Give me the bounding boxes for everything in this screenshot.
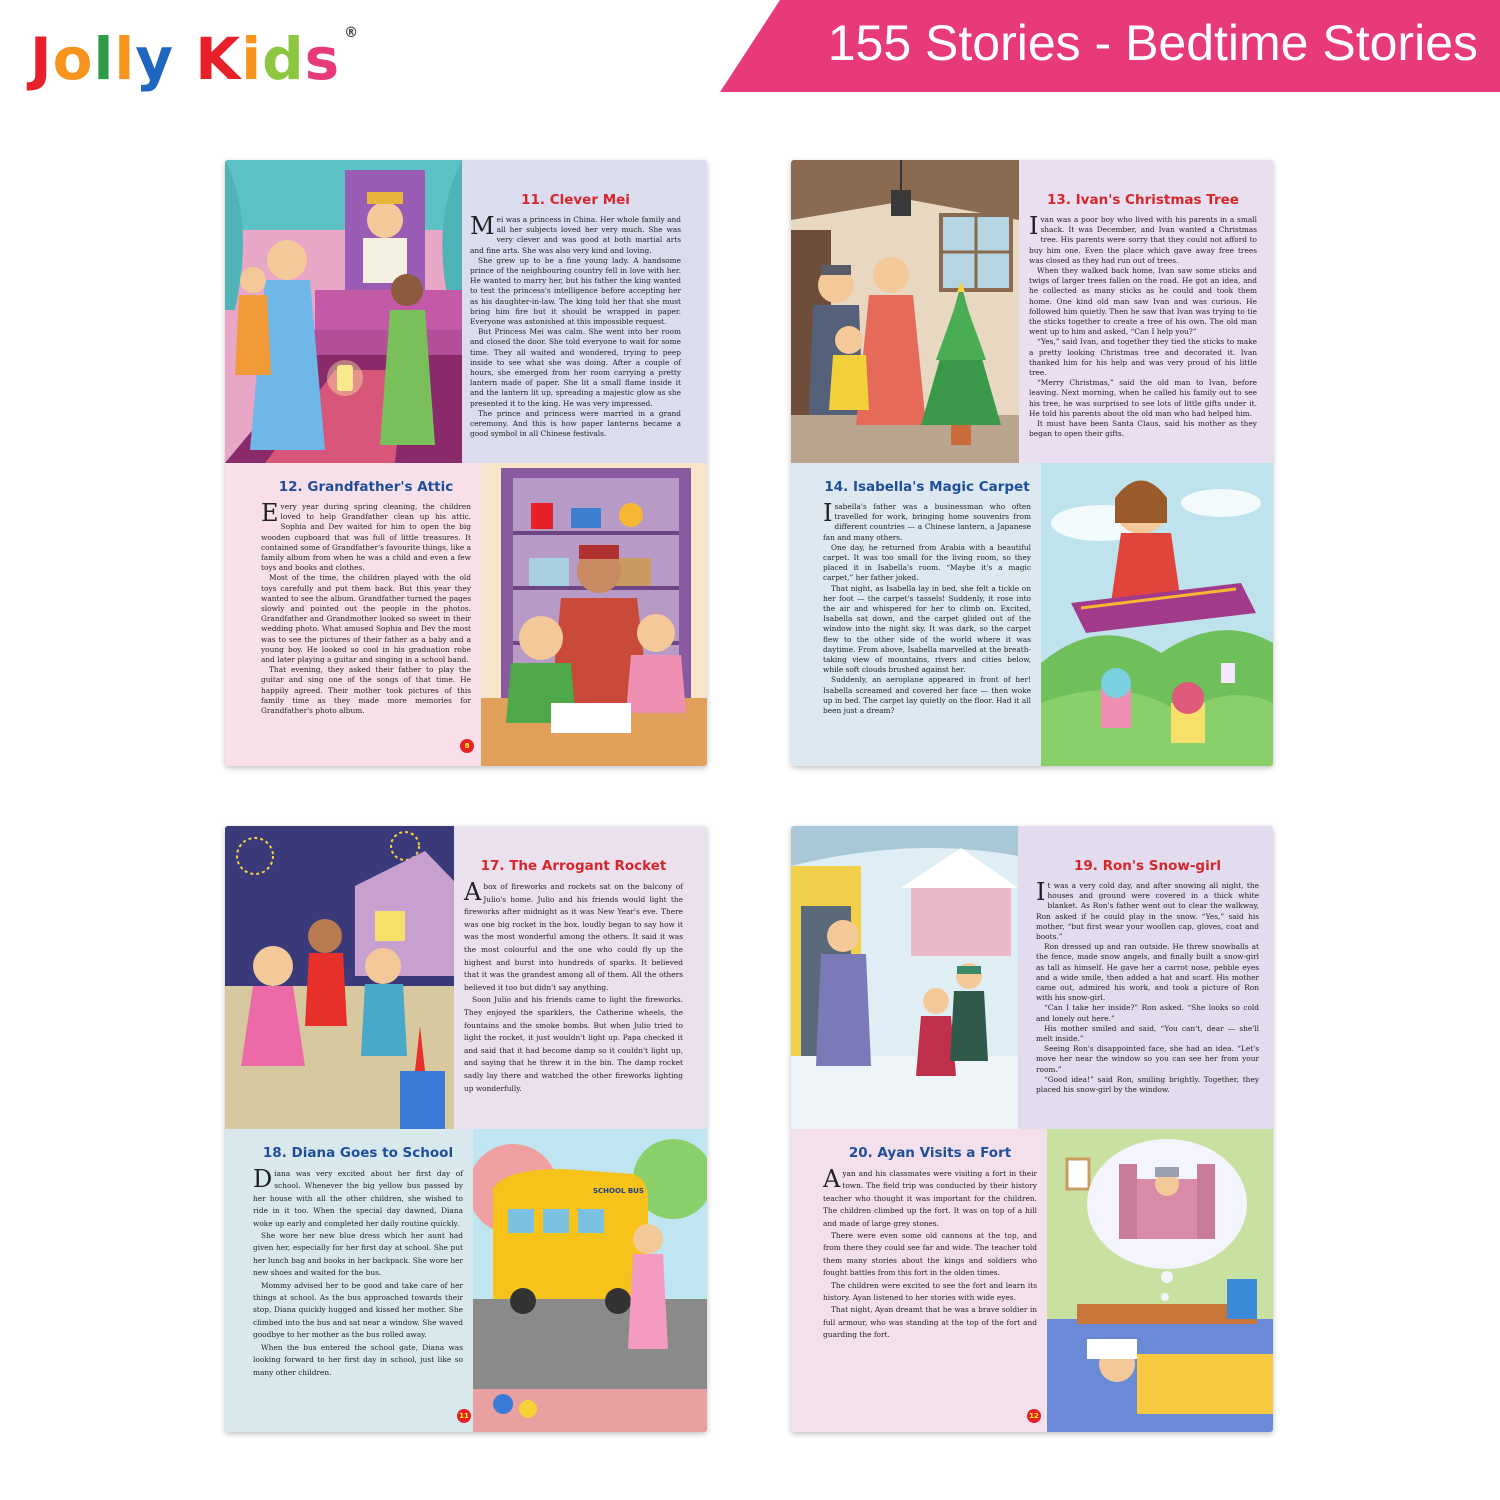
story-paragraph: sabella's father was a businessman who often travelled for work, bringing home souvenirs from different countries — a Chinese lantern, a Japanese fan and many others. — [823, 502, 1031, 542]
story-panel-19 — [1018, 826, 1273, 1129]
story-paragraph: That evening, they asked their father to play the guitar and sing one of the songs of that time. He happily agreed. Their mother took pictures of this family time as they made more memories for Grandfather's photo album. — [261, 665, 471, 716]
banner-title: 155 Stories - Bedtime Stories — [827, 15, 1478, 71]
story-body — [823, 499, 1031, 716]
book-spread-1 — [225, 160, 707, 766]
story-title: 14. Isabella's Magic Carpet — [824, 479, 1030, 495]
story-paragraph: One day, he returned from Arabia with a beautiful carpet. It was too small for the living room, so they placed it in Isabella's room. “Maybe it's a magic carpet,” her father joked. — [823, 542, 1031, 583]
story-paragraph: “Can I take her inside?” Ron asked. “She looks so cold and lonely out here.” — [1036, 1003, 1259, 1023]
logo-letter: y — [135, 25, 175, 93]
story-paragraph: That night, as Isabella lay in bed, she felt a tickle on her foot — the carpet's tassels! Suddenly, it rose into the air and whispered for her to climb on. Excited, Isabella sat down, and the carpet glided out of the window into the night sky. It was dark, so the carpet flew to the other side of the world where it was daytime. From above, Isabella marvelled at the breath-taking view of mountains, rivers and cities below, while soft clouds brushed against her. — [823, 583, 1031, 675]
story-paragraph: The children were excited to see the fort and learn its history. Ayan listened to her stories with wide eyes. — [823, 1280, 1037, 1303]
drop-cap: A — [823, 1165, 841, 1193]
logo-letter: i — [241, 25, 263, 93]
drop-cap: D — [253, 1165, 273, 1193]
logo-letter: o — [52, 25, 94, 93]
story-paragraph: Suddenly, an aeroplane appeared in front of her! Isabella screamed and covered her face — then woke up in bed. The carpet lay quietly on the floor. Had it all been just a dream? — [823, 675, 1031, 716]
page-number: 8 — [460, 739, 474, 753]
illustration-arrogant-rocket — [225, 826, 454, 1129]
story-title: 13. Ivan's Christmas Tree — [1047, 192, 1239, 208]
drop-cap: I — [823, 499, 833, 527]
story-paragraph: Mommy advised her to be good and take care of her things at school. As the bus approached towards their stop, Diana quickly hugged and kissed her mother. She climbed into the bus and sat near a window. She waved goodbye to her mother as the bus rolled away. — [253, 1280, 463, 1340]
story-paragraph: She wore her new blue dress which her aunt had given her, especially for her first day at school. She put her lunch bag and books in her backpack. She wore her new shoes and waited for the bus. — [253, 1231, 463, 1278]
story-title: 18. Diana Goes to School — [262, 1145, 454, 1161]
story-paragraph: Seeing Ron's disappointed face, she had an idea. “Let's move her near the window so you can see her from your room.” — [1036, 1044, 1259, 1074]
logo-letter — [174, 25, 195, 93]
page-number: 12 — [1027, 1409, 1041, 1423]
illustration-grandfathers-attic — [481, 463, 707, 766]
story-title: 12. Grandfather's Attic — [278, 479, 454, 495]
story-paragraph: t was a very cold day, and after snowing all night, the houses and ground were covered in a thick white blanket. As Ron's father went out to clear the walkway, Ron asked if he could play in the snow. “Yes,” said his mother, “but first wear your woollen cap, gloves, coat and boots.” — [1036, 881, 1259, 942]
illustration-ayan-visits-a-fort — [1047, 1129, 1273, 1432]
story-panel-11 — [462, 160, 707, 463]
bus-sign: SCHOOL BUS — [593, 1187, 644, 1195]
logo-letter: s — [304, 25, 341, 93]
brand-logo — [30, 25, 359, 95]
drop-cap: I — [1036, 878, 1046, 906]
story-paragraph: Soon Julio and his friends came to light the fireworks. They enjoyed the sparklers, the Catherine wheels, the fountains and the smoke bombs. But when Julio tried to light the rocket, it just wouldn't light up. Papa checked it and said that it had become damp so it couldn't light up, and saying that he threw it in the bin. The damp rocket sadly lay there and watched the other fireworks lighting up wonderfully. — [464, 995, 683, 1093]
drop-cap: M — [470, 212, 495, 240]
story-paragraph: She grew up to be a fine young lady. A handsome prince of the neighbouring country fell in love with her. He wanted to marry her, but his father the king wanted to test the princess's intelligence before accepting her as his daughter-in-law. The king told her that she must bring him fire but it should be wrapped in paper. Everyone was astonished at this impossible request. — [470, 255, 681, 327]
illustration-isabellas-magic-carpet — [1041, 463, 1273, 766]
page-number: 11 — [457, 1409, 471, 1423]
story-paragraph: “Good idea!” said Ron, smiling brightly. Together, they placed his snow-girl by the window. — [1036, 1074, 1259, 1095]
story-panel-13 — [1019, 160, 1273, 463]
story-paragraph: Ron dressed up and ran outside. He threw snowballs at the fence, made snow angels, and finally built a snow-girl as tall as himself. He gave her a carrot nose, pebble eyes and a wide smile, then added a hat and scarf. His mother came out, admired his work, and took a picture of Ron with his snow-girl. — [1036, 942, 1259, 1003]
story-paragraph: box of fireworks and rockets sat on the balcony of Julio's home. Julio and his friends would light the fireworks after midnight as it was New Year's eve. There was one big rocket in the box. loudly began to say how it was the most wonderful among the others. It said it was the most colourful and the one who could fly up the highest and burst into hundreds of sparks. It believed that it was the grandest among all of them. All the others believed it too but didn't say anything. — [464, 882, 683, 992]
registered-mark: ® — [344, 25, 360, 41]
story-paragraph: “Yes,” said Ivan, and together they tied the sticks to make a pretty looking Christmas tree and decorated it. Ivan thanked him for his help and was very proud of his little tree. — [1029, 337, 1257, 378]
story-panel-17 — [454, 826, 707, 1129]
story-paragraph: iana was very excited about her first day of school. Whenever the big yellow bus passed by her house with all the other children, she wished to ride in it too. When the special day dawned, Diana woke up early and completed her daily routine quickly. — [253, 1169, 463, 1228]
story-paragraph: very year during spring cleaning, the children loved to help Grandfather clean up his attic. Sophia and Dev waited for him to open the big wooden cupboard that was full of little treasures. It contained some of Grandfather's favourite things, like a family album from when he was a child and even a few toys and books and clothes. — [261, 502, 471, 573]
book-spread-2 — [791, 160, 1273, 766]
book-spread-3 — [225, 826, 707, 1432]
story-paragraph: His mother smiled and said, “You can't, dear — she'll melt inside.” — [1036, 1023, 1259, 1044]
story-paragraph: “Merry Christmas,” said the old man to Ivan, before leaving. Next morning, when he called his family out to see his tree, he was surprised to see lots of little gifts under it. He told his parents about the old man who had helped him. — [1029, 378, 1257, 418]
drop-cap: I — [1029, 212, 1039, 240]
story-panel-14 — [791, 463, 1041, 766]
illustration-rons-snow-girl — [791, 826, 1018, 1129]
story-body — [470, 212, 681, 439]
story-paragraph: yan and his classmates were visiting a fort in their town. The field trip was conducted by their history teacher who thought it was important for the children. The children climbed up the fort. It was on top of a hill and made of large grey stones. — [823, 1169, 1037, 1228]
logo-letter: d — [262, 25, 305, 93]
story-paragraph: But Princess Mei was calm. She went into her room and closed the door. She told everyone to wait for some time. They all waited and wondered, trying to peep inside to see what she was doing. After a couple of hours, she emerged from her room carrying a pretty lantern made of paper. She lit a small flame inside it and the lantern lit up, spreading a majestic glow as she presented it to the king. He was very impressed. — [470, 327, 681, 408]
logo-letter: K — [195, 25, 242, 93]
story-title: 11. Clever Mei — [521, 192, 630, 208]
story-body — [1036, 878, 1259, 1095]
story-panel-20 — [791, 1129, 1047, 1432]
logo-letter: J — [30, 25, 53, 93]
story-paragraph: It must have been Santa Claus, said his mother as they began to open their gifts. — [1029, 419, 1257, 439]
illustration-diana-goes-to-school — [473, 1129, 707, 1432]
story-body — [823, 1165, 1037, 1342]
story-paragraph: When the bus entered the school gate, Diana was looking forward to her first day in school, just like so many other children. — [253, 1342, 463, 1377]
story-paragraph: The prince and princess were married in a grand ceremony. And this is how paper lanterns became a good symbol in all Chinese festivals. — [470, 408, 681, 439]
story-paragraph: There were even some old cannons at the top, and from there they could see far and wide. The teacher told them many stories about the kings and soldiers who fought battles from this fort in the olden times. — [823, 1231, 1037, 1278]
story-paragraph: ei was a princess in China. Her whole family and all her subjects loved her very much. She was very clever and was good at both martial arts and fine arts. She was also very kind and loving. — [470, 215, 681, 255]
drop-cap: E — [261, 499, 279, 527]
story-title: 17. The Arrogant Rocket — [480, 858, 667, 874]
story-body — [464, 878, 683, 1095]
drop-cap: A — [464, 878, 482, 906]
illustration-clever-mei — [225, 160, 462, 463]
story-title: 19. Ron's Snow-girl — [1073, 858, 1222, 874]
logo-letter: l — [114, 25, 136, 93]
story-title: 20. Ayan Visits a Fort — [848, 1145, 1012, 1161]
illustration-ivans-christmas-tree — [791, 160, 1019, 463]
story-paragraph: When they walked back home, Ivan saw some sticks and twigs of larger trees fallen on the road. He got an idea, and he collected as many sticks as he could and took them home. One kind old man saw Ivan and was curious. He followed him quietly. Then he saw that Ivan was trying to tie the sticks together to create a tree of his own. The old man went up to him and asked, “Can I help you?” — [1029, 266, 1257, 337]
logo-letter: l — [93, 25, 115, 93]
story-panel-18 — [225, 1129, 473, 1432]
story-body — [1029, 212, 1257, 439]
story-body — [253, 1165, 463, 1379]
book-spread-4 — [791, 826, 1273, 1432]
story-paragraph: That night, Ayan dreamt that he was a brave soldier in full armour, who was standing at the top of the fort and guarding the fort. — [823, 1305, 1037, 1340]
story-paragraph: van was a poor boy who lived with his parents in a small shack. It was December, and Ivan wanted a Christmas tree. His parents were sorry that they could not afford to buy him one. Even the place which gave away free trees was closed as they had run out of trees. — [1029, 215, 1257, 265]
story-panel-12 — [225, 463, 481, 766]
story-paragraph: Most of the time, the children played with the old toys carefully and put them back. But this year they wanted to see the album. Grandfather turned the pages slowly and pointed out the people in the photos. Grandfather and Grandmother looked so sweet in their wedding photo. What amused Sophia and Dev the most was to see the pictures of their father as a baby and a young boy. He looked so cool in his graduation robe and later playing a guitar and singing in a school band. — [261, 573, 471, 665]
story-body — [261, 499, 471, 716]
